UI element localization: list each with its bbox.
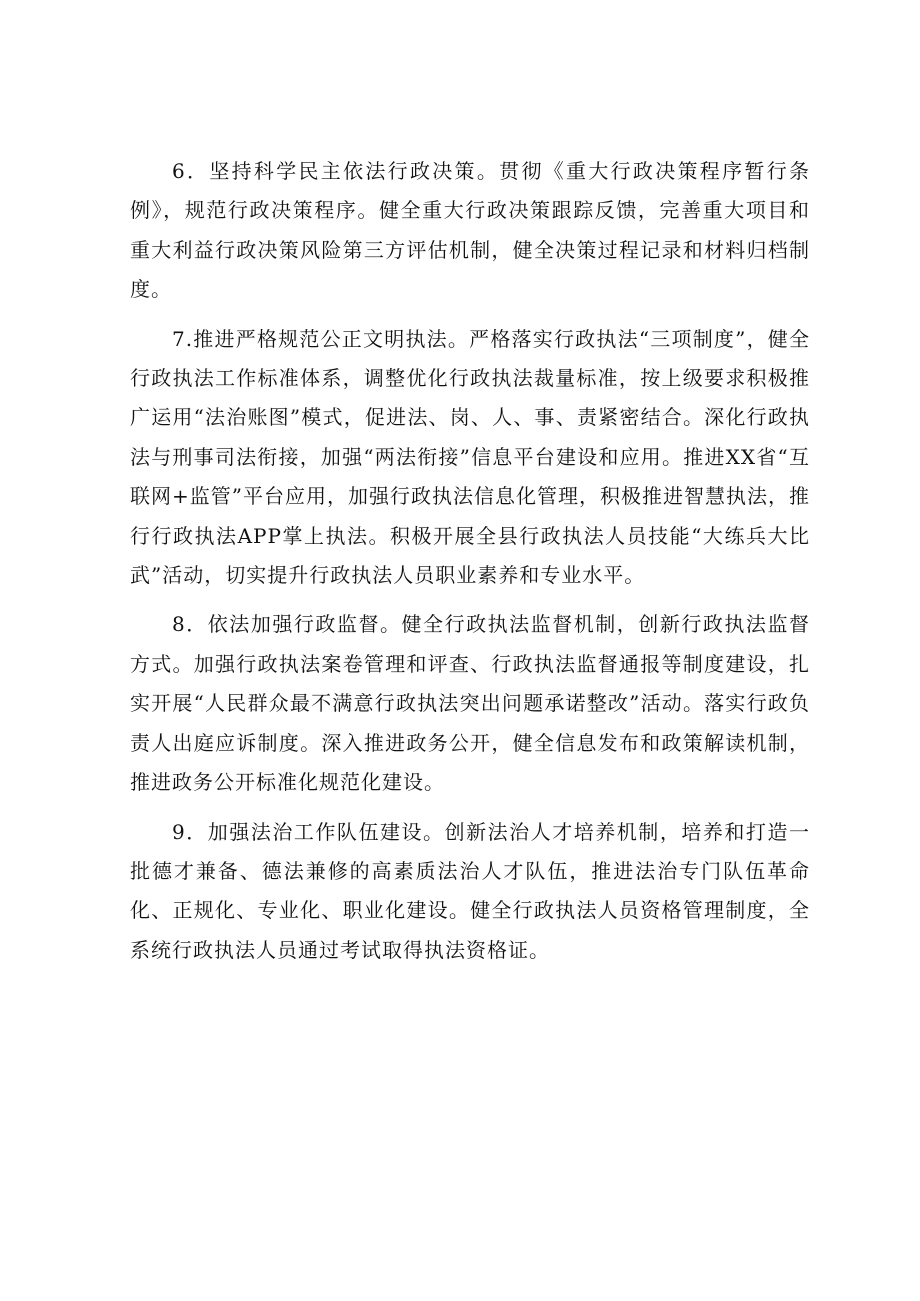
paragraph-item-8: 8．依法加强行政监督。健全行政执法监督机制，创新行政执法监督方式。加强行政执法案卷管理和评查、行政执法监督通报等制度建设，扎实开展“人民群众最不满意行政执法突出问题承诺整改”活动。落实行政负责人出庭应诉制度。深入推进政务公开，健全信息发布和政策解读机制，推进政务公开标准化规范化建设。 [130, 612, 810, 795]
document-body [130, 152, 810, 980]
paragraph-item-6: 6．坚持科学民主依法行政决策。贯彻《重大行政决策程序暂行条例》，规范行政决策程序。健全重大行政决策跟踪反馈，完善重大项目和重大利益行政决策风险第三方评估机制，健全决策过程记录和材料归档制度。 [130, 159, 810, 302]
paragraph-item-7: 7.推进严格规范公正文明执法。严格落实行政执法“三项制度”，健全行政执法工作标准体系，调整优化行政执法裁量标准，按上级要求积极推广运用“法治账图”模式，促进法、岗、人、事、责紧密结合。深化行政执法与刑事司法衔接，加强“两法衔接”信息平台建设和应用。推进XX省“互联网+监管”平台应用，加强行政执法信息化管理，积极推进智慧执法，推行行政执法APP掌上执法。积极开展全县行政执法人员技能“大练兵大比武”活动，切实提升行政执法人员职业素养和专业水平。 [130, 326, 810, 588]
paragraph-item-9: 9．加强法治工作队伍建设。创新法治人才培养机制，培养和打造一批德才兼备、德法兼修的高素质法治人才队伍，推进法治专门队伍革命化、正规化、专业化、职业化建设。健全行政执法人员资格管理制度，全系统行政执法人员通过考试取得执法资格证。 [130, 819, 810, 962]
